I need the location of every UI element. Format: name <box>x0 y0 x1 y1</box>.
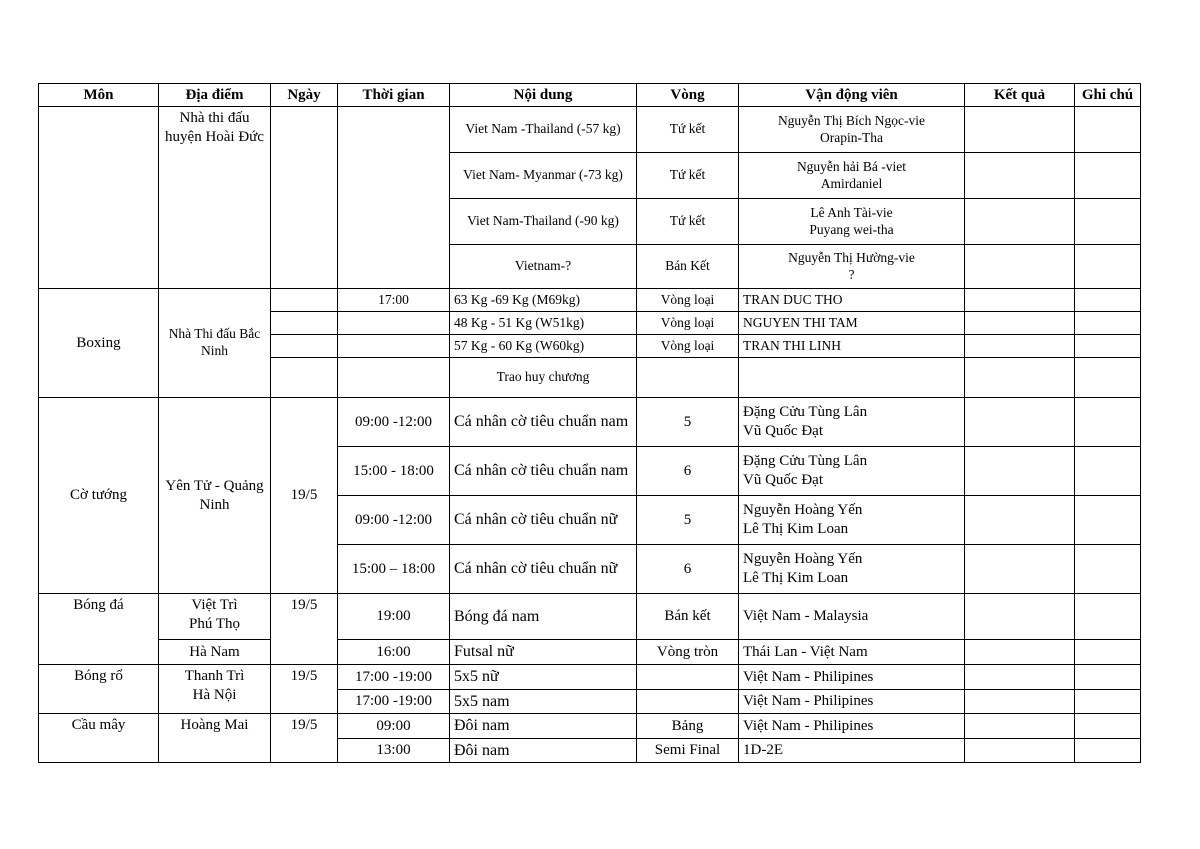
athletes-cell: Nguyễn hải Bá -viet Amirdaniel <box>739 153 965 199</box>
sport-cell: Cầu mây <box>39 714 159 763</box>
content-cell: Cá nhân cờ tiêu chuẩn nam <box>450 447 637 496</box>
time-cell <box>338 312 450 335</box>
result-cell <box>965 496 1075 545</box>
time-cell: 09:00 <box>338 714 450 739</box>
sport-cell: Cờ tướng <box>39 398 159 594</box>
date-cell: 19/5 <box>271 714 338 763</box>
round-cell: Vòng loại <box>637 312 739 335</box>
round-cell: Tứ kết <box>637 199 739 245</box>
time-cell: 17:00 -19:00 <box>338 665 450 690</box>
content-cell: Vietnam-? <box>450 245 637 289</box>
athletes-cell: Việt Nam - Malaysia <box>739 594 965 640</box>
content-cell: 48 Kg - 51 Kg (W51kg) <box>450 312 637 335</box>
note-cell <box>1075 398 1141 447</box>
header-ghi-chu: Ghi chú <box>1075 84 1141 107</box>
athletes-cell: Việt Nam - Philipines <box>739 690 965 714</box>
table-row <box>39 594 1141 640</box>
header-ngay: Ngày <box>271 84 338 107</box>
time-cell <box>338 358 450 398</box>
note-cell <box>1075 545 1141 594</box>
date-cell <box>271 289 338 312</box>
athletes-cell: Việt Nam - Philipines <box>739 714 965 739</box>
result-cell <box>965 153 1075 199</box>
note-cell <box>1075 245 1141 289</box>
sport-cell: Boxing <box>39 289 159 398</box>
note-cell <box>1075 289 1141 312</box>
header-thoi-gian: Thời gian <box>338 84 450 107</box>
note-cell <box>1075 335 1141 358</box>
venue-cell: Nhà thi đấu huyện Hoài Đức <box>159 107 271 289</box>
result-cell <box>965 199 1075 245</box>
result-cell <box>965 312 1075 335</box>
result-cell <box>965 447 1075 496</box>
content-cell: Cá nhân cờ tiêu chuẩn nữ <box>450 496 637 545</box>
header-noi-dung: Nội dung <box>450 84 637 107</box>
round-cell: 5 <box>637 398 739 447</box>
table-row <box>39 714 1141 739</box>
table-row <box>39 398 1141 447</box>
result-cell <box>965 107 1075 153</box>
content-cell: Cá nhân cờ tiêu chuẩn nam <box>450 398 637 447</box>
result-cell <box>965 289 1075 312</box>
time-cell: 09:00 -12:00 <box>338 496 450 545</box>
round-cell: Vòng tròn <box>637 640 739 665</box>
athletes-cell: TRAN DUC THO <box>739 289 965 312</box>
content-cell: Cá nhân cờ tiêu chuẩn nữ <box>450 545 637 594</box>
header-van-dong-vien: Vận động viên <box>739 84 965 107</box>
venue-cell: Hà Nam <box>159 640 271 665</box>
time-cell: 15:00 – 18:00 <box>338 545 450 594</box>
result-cell <box>965 245 1075 289</box>
result-cell <box>965 358 1075 398</box>
athletes-cell: Đặng Cửu Tùng Lân Vũ Quốc Đạt <box>739 398 965 447</box>
medal-ceremony-cell: Trao huy chương <box>450 358 637 398</box>
date-cell <box>271 107 338 289</box>
athletes-cell: NGUYEN THI TAM <box>739 312 965 335</box>
date-cell: 19/5 <box>271 398 338 594</box>
table-row <box>39 640 1141 665</box>
athletes-cell: Nguyễn Thị Bích Ngọc-vie Orapin-Tha <box>739 107 965 153</box>
athletes-cell: Việt Nam - Philipines <box>739 665 965 690</box>
time-cell: 15:00 - 18:00 <box>338 447 450 496</box>
athletes-cell: Nguyễn Thị Hường-vie ? <box>739 245 965 289</box>
note-cell <box>1075 690 1141 714</box>
time-cell: 16:00 <box>338 640 450 665</box>
time-cell: 17:00 -19:00 <box>338 690 450 714</box>
date-cell <box>271 358 338 398</box>
note-cell <box>1075 358 1141 398</box>
date-cell: 19/5 <box>271 594 338 665</box>
athletes-cell: Thái Lan - Việt Nam <box>739 640 965 665</box>
round-cell: Tứ kết <box>637 107 739 153</box>
athletes-cell <box>739 358 965 398</box>
sport-cell: Bóng đá <box>39 594 159 665</box>
time-cell: 13:00 <box>338 739 450 763</box>
round-cell <box>637 358 739 398</box>
note-cell <box>1075 665 1141 690</box>
result-cell <box>965 335 1075 358</box>
note-cell <box>1075 153 1141 199</box>
athletes-cell: TRAN THI LINH <box>739 335 965 358</box>
header-ket-qua: Kết quả <box>965 84 1075 107</box>
round-cell: Bán kết <box>637 594 739 640</box>
content-cell: Bóng đá nam <box>450 594 637 640</box>
note-cell <box>1075 714 1141 739</box>
content-cell: Đôi nam <box>450 739 637 763</box>
round-cell: Vòng loại <box>637 335 739 358</box>
result-cell <box>965 690 1075 714</box>
content-cell: 63 Kg -69 Kg (M69kg) <box>450 289 637 312</box>
schedule-table <box>38 83 1141 763</box>
athletes-cell: 1D-2E <box>739 739 965 763</box>
athletes-cell: Đặng Cửu Tùng Lân Vũ Quốc Đạt <box>739 447 965 496</box>
venue-cell: Yên Tử - Quảng Ninh <box>159 398 271 594</box>
content-cell: Viet Nam -Thailand (-57 kg) <box>450 107 637 153</box>
content-cell: Viet Nam-Thailand (-90 kg) <box>450 199 637 245</box>
content-cell: 57 Kg - 60 Kg (W60kg) <box>450 335 637 358</box>
venue-cell: Hoàng Mai <box>159 714 271 763</box>
result-cell <box>965 545 1075 594</box>
content-cell: Futsal nữ <box>450 640 637 665</box>
time-cell: 09:00 -12:00 <box>338 398 450 447</box>
header-vong: Vòng <box>637 84 739 107</box>
content-cell: 5x5 nữ <box>450 665 637 690</box>
date-cell <box>271 335 338 358</box>
result-cell <box>965 398 1075 447</box>
note-cell <box>1075 640 1141 665</box>
sport-cell-empty <box>39 107 159 289</box>
athletes-cell: Nguyễn Hoàng Yến Lê Thị Kim Loan <box>739 545 965 594</box>
date-cell <box>271 312 338 335</box>
content-cell: Viet Nam- Myanmar (-73 kg) <box>450 153 637 199</box>
note-cell <box>1075 107 1141 153</box>
result-cell <box>965 594 1075 640</box>
content-cell: Đôi nam <box>450 714 637 739</box>
venue-cell: Việt Trì Phú Thọ <box>159 594 271 640</box>
result-cell <box>965 714 1075 739</box>
sport-cell: Bóng rổ <box>39 665 159 714</box>
note-cell <box>1075 496 1141 545</box>
table-row <box>39 665 1141 690</box>
venue-cell: Thanh Trì Hà Nội <box>159 665 271 714</box>
round-cell: Bán Kết <box>637 245 739 289</box>
date-cell: 19/5 <box>271 665 338 714</box>
result-cell <box>965 665 1075 690</box>
athletes-cell: Nguyễn Hoàng Yến Lê Thị Kim Loan <box>739 496 965 545</box>
note-cell <box>1075 594 1141 640</box>
header-mon: Môn <box>39 84 159 107</box>
venue-cell: Nhà Thi đấu Bắc Ninh <box>159 289 271 398</box>
round-cell: 6 <box>637 545 739 594</box>
note-cell <box>1075 312 1141 335</box>
round-cell <box>637 665 739 690</box>
round-cell: 6 <box>637 447 739 496</box>
round-cell: 5 <box>637 496 739 545</box>
round-cell <box>637 690 739 714</box>
round-cell: Semi Final <box>637 739 739 763</box>
result-cell <box>965 739 1075 763</box>
content-cell: 5x5 nam <box>450 690 637 714</box>
time-cell <box>338 107 450 289</box>
round-cell: Tứ kết <box>637 153 739 199</box>
time-cell <box>338 335 450 358</box>
result-cell <box>965 640 1075 665</box>
time-cell: 17:00 <box>338 289 450 312</box>
header-row <box>39 84 1141 107</box>
time-cell: 19:00 <box>338 594 450 640</box>
note-cell <box>1075 739 1141 763</box>
header-dia-diem: Địa điểm <box>159 84 271 107</box>
note-cell <box>1075 199 1141 245</box>
athletes-cell: Lê Anh Tài-vie Puyang wei-tha <box>739 199 965 245</box>
note-cell <box>1075 447 1141 496</box>
table-row <box>39 107 1141 153</box>
round-cell: Bảng <box>637 714 739 739</box>
table-row <box>39 289 1141 312</box>
round-cell: Vòng loại <box>637 289 739 312</box>
